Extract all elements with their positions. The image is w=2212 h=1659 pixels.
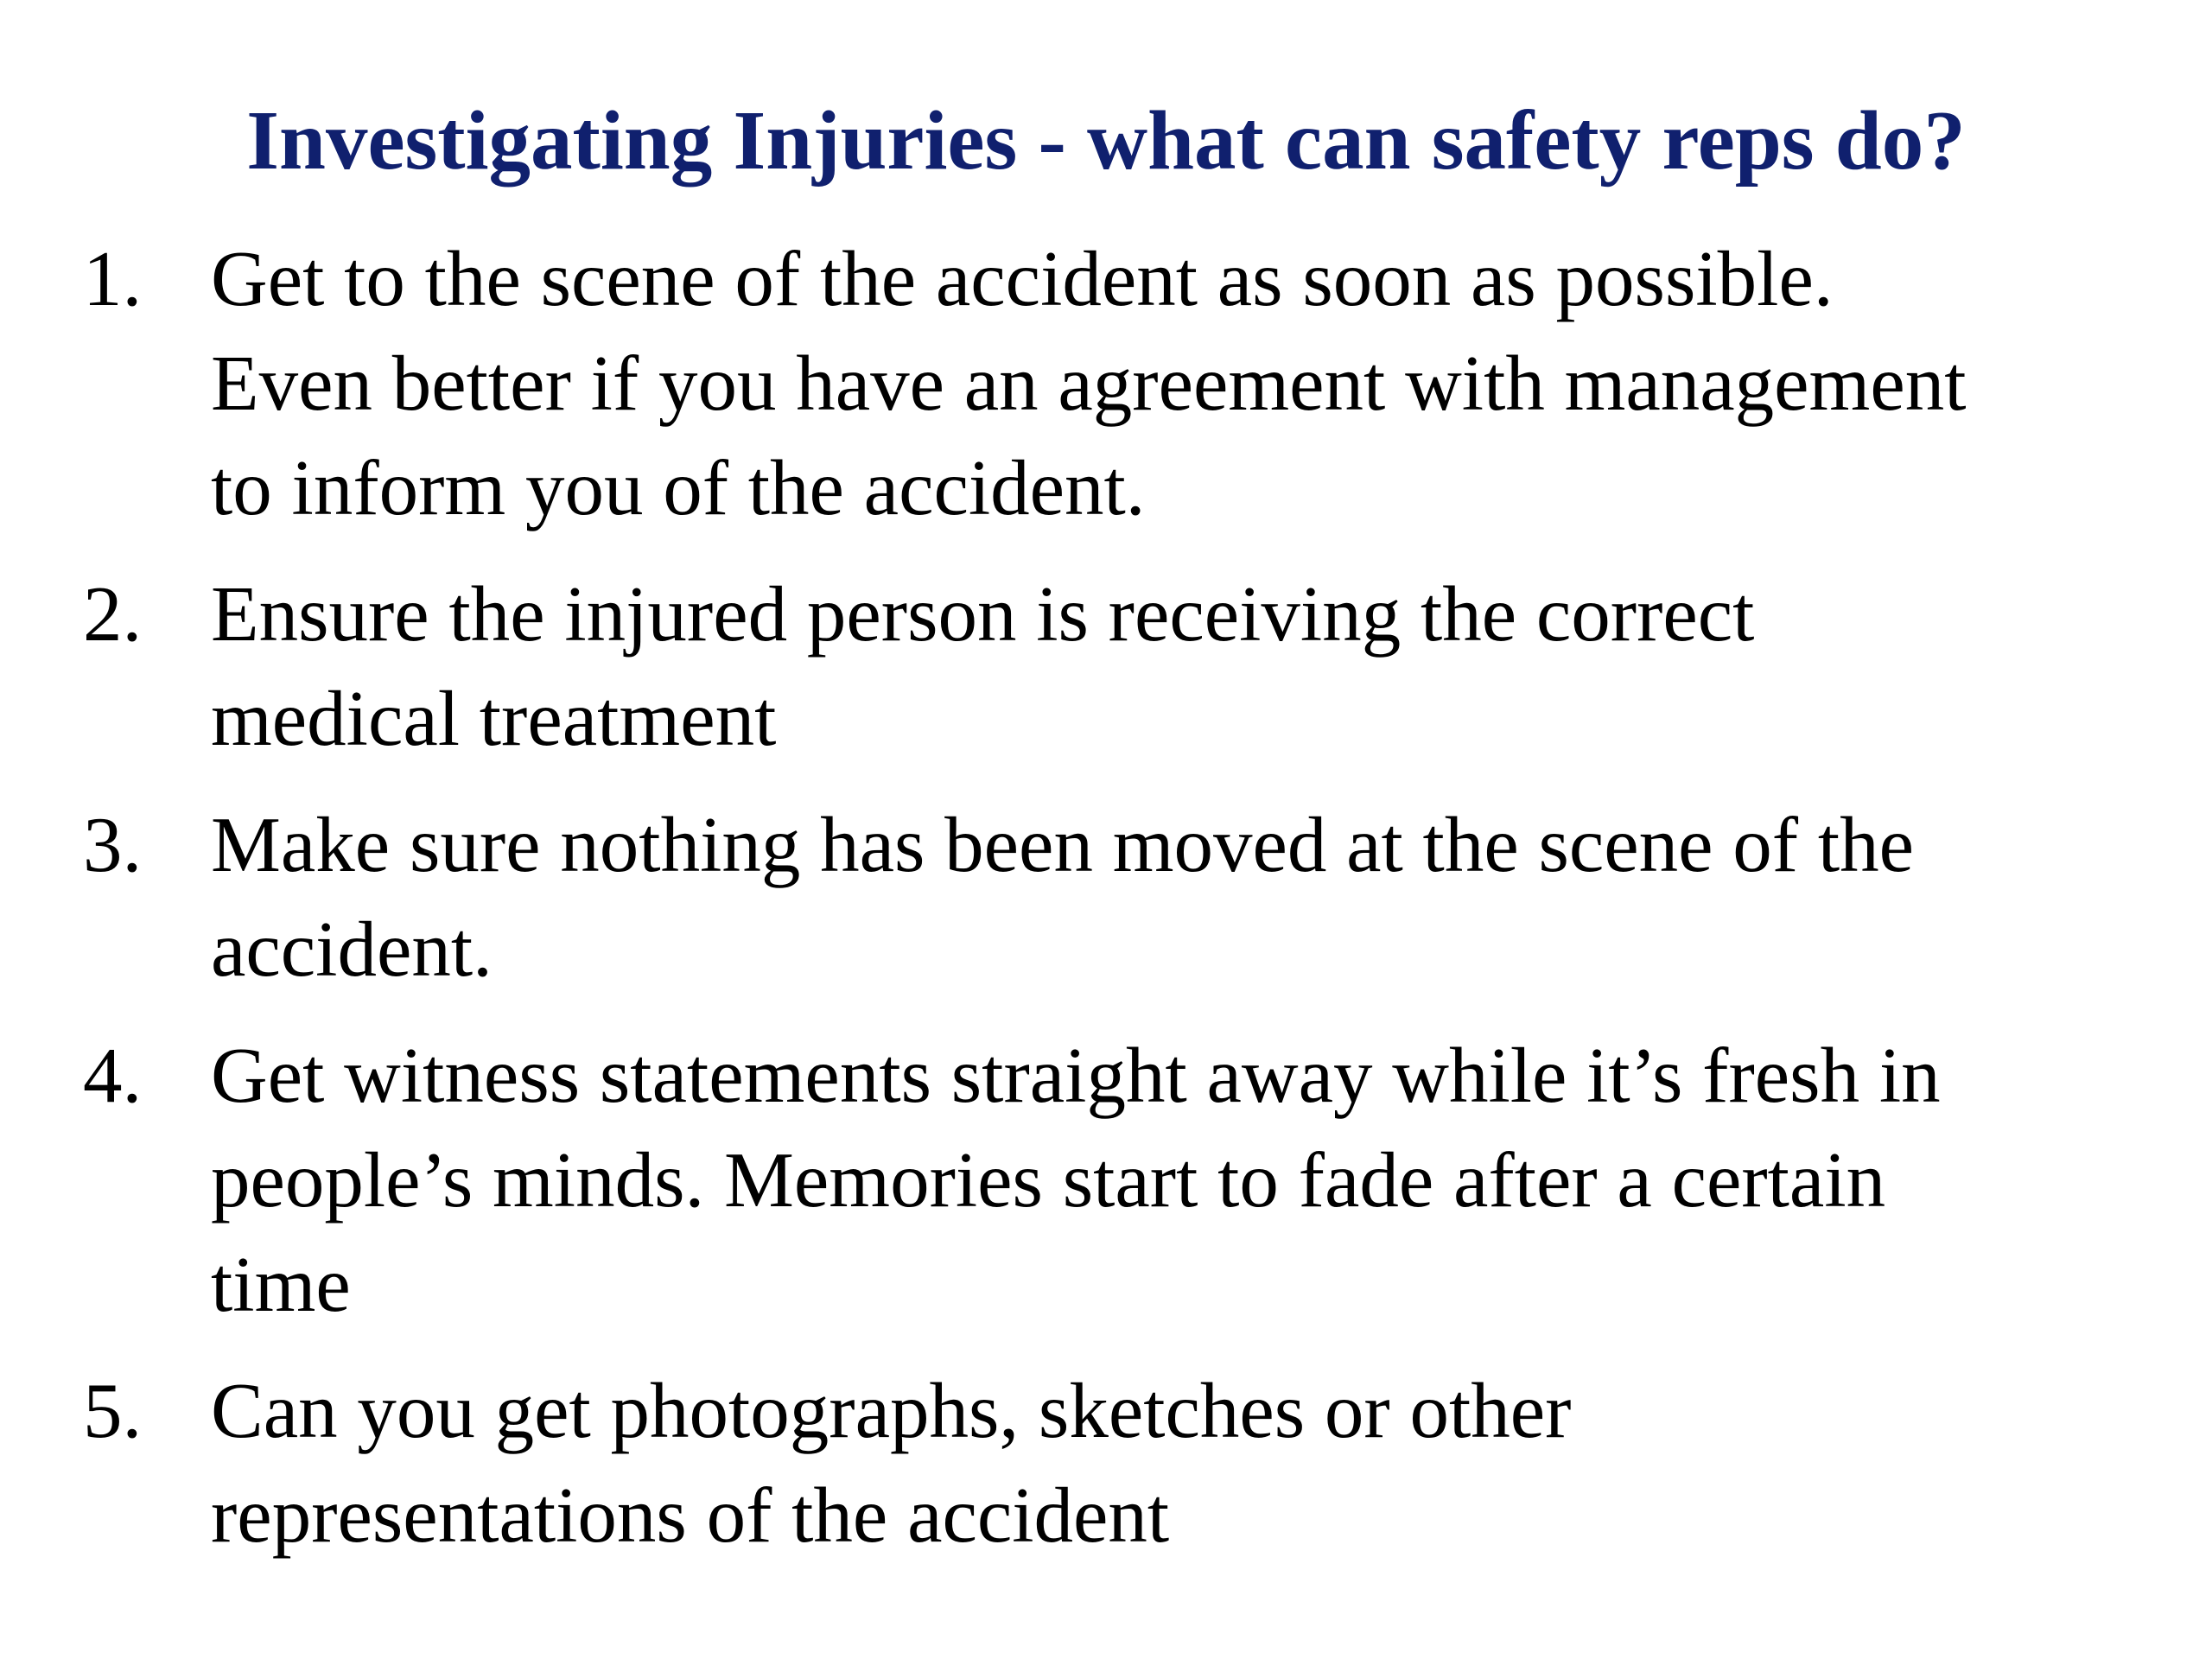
item-text [211, 792, 2181, 1001]
list-item [0, 792, 2212, 1001]
item-text-line: representations of the accident [211, 1471, 1170, 1559]
item-number: 2. [83, 570, 143, 658]
item-number: 4. [83, 1032, 143, 1119]
item-text-line: accident. [211, 906, 493, 993]
item-text [211, 562, 2181, 771]
item-number: 1. [83, 235, 143, 322]
list-item [0, 226, 2212, 540]
slide-title: Investigating Injuries - what can safety reps do? [246, 94, 1966, 187]
item-text [211, 226, 2181, 540]
list-item [0, 562, 2212, 771]
item-text-line: Even better if you have an agreement with management [211, 340, 1967, 427]
list-item [0, 1358, 2212, 1567]
item-text-line: Can you get photographs, sketches or other [211, 1367, 1572, 1454]
item-text-line: Make sure nothing has been moved at the scene of the [211, 801, 1915, 888]
item-text-line: Get witness statements straight away while it’s fresh in [211, 1032, 1941, 1119]
item-text-line: time [211, 1241, 351, 1328]
item-text-line: Ensure the injured person is receiving the correct [211, 570, 1755, 658]
item-text-line: medical treatment [211, 675, 777, 762]
item-text [211, 1023, 2181, 1337]
item-number: 5. [83, 1367, 143, 1454]
item-text-line: people’s minds. Memories start to fade after a certain [211, 1136, 1886, 1224]
item-number: 3. [83, 801, 143, 888]
item-text [211, 1358, 2181, 1567]
item-text-line: Get to the scene of the accident as soon as possible. [211, 235, 1834, 322]
item-text-line: to inform you of the accident. [211, 444, 1146, 531]
numbered-list [0, 226, 2212, 1589]
list-item [0, 1023, 2212, 1337]
